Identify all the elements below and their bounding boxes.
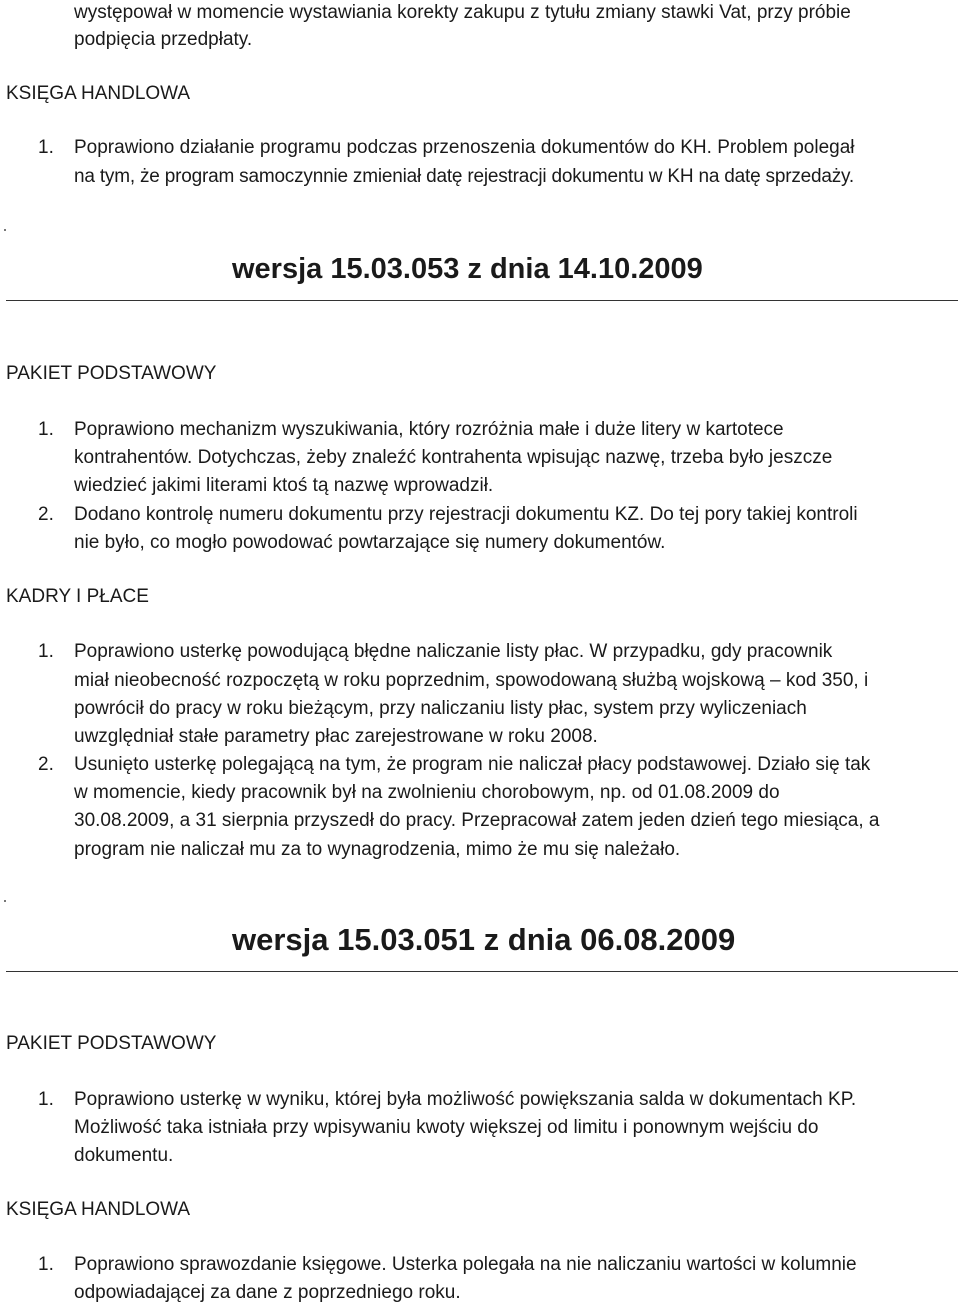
text-line: w momencie, kiedy pracownik był na zwolnieniu chorobowym, np. od 01.08.2009 do	[74, 782, 780, 803]
text-line: Dodano kontrolę numeru dokumentu przy rejestracji dokumentu KZ. Do tej pory takiej kontroli	[74, 504, 858, 525]
text-line: Poprawiono usterkę w wyniku, której była możliwość powiększania salda w dokumentach KP.	[74, 1089, 857, 1110]
text-line: kontrahentów. Dotychczas, żeby znaleźć kontrahenta wpisując nazwę, trzeba było jeszcze	[74, 447, 833, 468]
version-title: wersja 15.03.053 z dnia 14.10.2009	[232, 253, 703, 285]
item-number: 1.	[38, 1254, 54, 1275]
text-line: miał nieobecność rozpoczętą w roku poprzednim, spowodowaną służbą wojskową – kod 350, i	[74, 670, 869, 691]
text-line: nie było, co mogło powodować powtarzające się numery dokumentów.	[74, 532, 666, 553]
text-line: odpowiadającej za dane z poprzedniego roku.	[74, 1282, 461, 1303]
text-line: podpięcia przedpłaty.	[74, 29, 253, 50]
text-line: Usunięto usterkę polegającą na tym, że program nie naliczał płacy podstawowej. Działo się tak	[74, 754, 871, 775]
bullet-dot	[4, 900, 6, 902]
text-line: dokumentu.	[74, 1145, 174, 1166]
section-heading: PAKIET PODSTAWOWY	[6, 363, 217, 384]
version-title: wersja 15.03.051 z dnia 06.08.2009	[232, 922, 736, 957]
item-number: 1.	[38, 1089, 54, 1110]
text-line: Możliwość taka istniała przy wpisywaniu kwoty większej od limitu i ponownym wejściu do	[74, 1117, 819, 1138]
text-line: Poprawiono sprawozdanie księgowe. Usterka polegała na nie naliczaniu wartości w kolumnie	[74, 1254, 857, 1275]
text-line: wiedzieć jakimi literami ktoś tą nazwę wprowadził.	[74, 475, 494, 496]
divider	[6, 971, 958, 972]
text-line: Poprawiono usterkę powodującą błędne naliczanie listy płac. W przypadku, gdy pracownik	[74, 641, 833, 662]
text-line: 30.08.2009, a 31 sierpnia przyszedł do pracy. Przepracował zatem jeden dzień tego miesiąca, a	[74, 810, 880, 831]
item-number: 1.	[38, 137, 54, 158]
text-line: Poprawiono działanie programu podczas przenoszenia dokumentów do KH. Problem polegał	[74, 137, 855, 158]
item-number: 1.	[38, 419, 54, 440]
divider	[6, 300, 958, 301]
text-line: powrócił do pracy w roku bieżącym, przy naliczaniu listy płac, system przy wyliczeniach	[74, 698, 807, 719]
section-heading: KSIĘGA HANDLOWA	[6, 1199, 191, 1220]
text-line: występował w momencie wystawiania korekty zakupu z tytułu zmiany stawki Vat, przy próbie	[74, 2, 851, 23]
section-heading: PAKIET PODSTAWOWY	[6, 1033, 217, 1054]
text-line: na tym, że program samoczynnie zmieniał datę rejestracji dokumentu w KH na datę sprzedaży.	[74, 166, 855, 187]
text-line: program nie naliczał mu za to wynagrodzenia, mimo że mu się należało.	[74, 839, 681, 860]
bullet-dot	[4, 229, 6, 231]
item-number: 2.	[38, 754, 54, 775]
text-line: Poprawiono mechanizm wyszukiwania, który rozróżnia małe i duże litery w kartotece	[74, 419, 784, 440]
text-line: uwzględniał stałe parametry płac zarejestrowane w roku 2008.	[74, 726, 598, 747]
section-heading: KSIĘGA HANDLOWA	[6, 83, 191, 104]
section-heading: KADRY I PŁACE	[6, 586, 149, 607]
item-number: 2.	[38, 504, 54, 525]
item-number: 1.	[38, 641, 54, 662]
